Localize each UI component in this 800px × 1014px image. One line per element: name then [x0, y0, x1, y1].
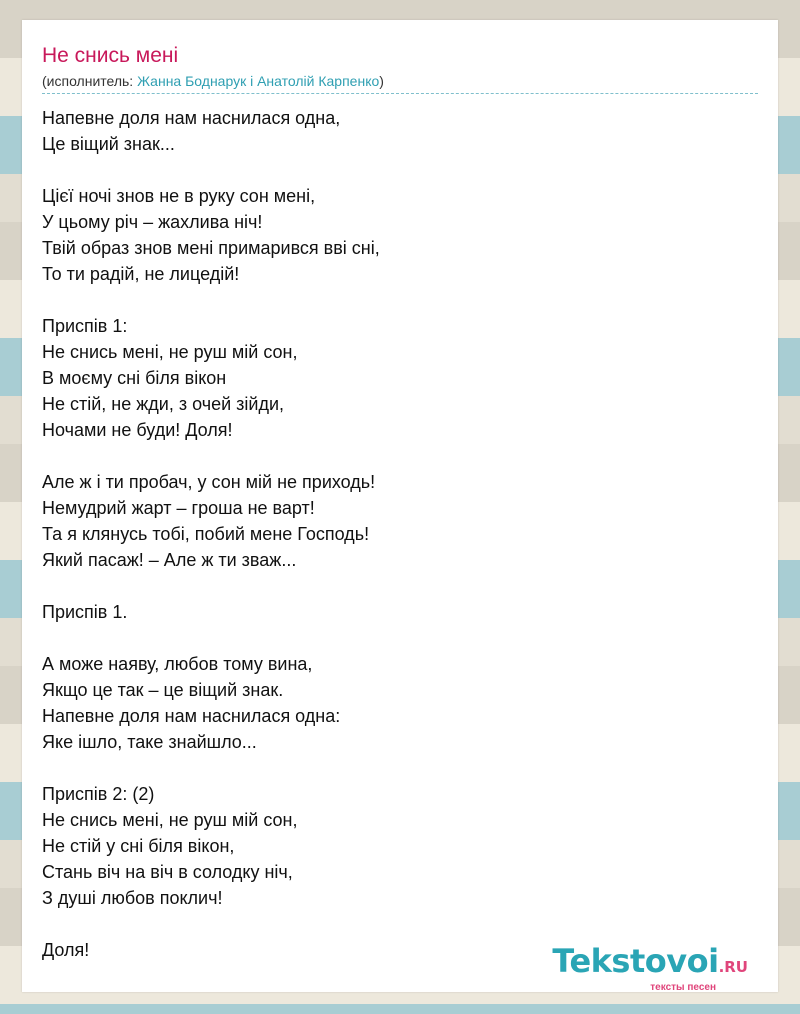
- lyrics-stanza: [42, 781, 758, 911]
- lyrics-line: Напевне доля нам наснилася одна,: [42, 108, 341, 128]
- lyrics-line: Яке ішло, таке знайшло...: [42, 732, 257, 752]
- performer-suffix: ): [379, 73, 384, 89]
- lyrics-stanza: [42, 313, 758, 443]
- lyrics-line: У цьому річ – жахлива ніч!: [42, 212, 263, 232]
- title-divider: [42, 93, 758, 94]
- lyrics-line: Але ж і ти пробач, у сон мій не приходь!: [42, 472, 376, 492]
- lyrics-stanza: [42, 183, 758, 287]
- lyrics-stanza: [42, 599, 758, 625]
- logo-tld: .RU: [718, 958, 748, 976]
- song-title: Не снись мені: [42, 44, 179, 67]
- logo-wordmark: [552, 944, 748, 984]
- lyrics-line: Стань віч на віч в солодку ніч,: [42, 862, 293, 882]
- lyrics-line: Твій образ знов мені примарився вві сні,: [42, 238, 380, 258]
- performer-byline: [42, 73, 384, 89]
- lyrics-line: Приспів 2: (2): [42, 784, 155, 804]
- lyrics-stanza: [42, 105, 758, 157]
- logo-name: Tekstovoi: [552, 942, 719, 980]
- lyrics-line: Ночами не буди! Доля!: [42, 420, 233, 440]
- performer-link[interactable]: Жанна Боднарук і Анатолій Карпенко: [137, 73, 380, 89]
- lyrics-stanza: [42, 651, 758, 755]
- lyrics-line: Який пасаж! – Але ж ти зваж...: [42, 550, 297, 570]
- lyrics-line: Напевне доля нам наснилася одна:: [42, 706, 341, 726]
- lyrics-line: Не снись мені, не руш мій сон,: [42, 810, 298, 830]
- lyrics-stanza: [42, 469, 758, 573]
- lyrics-line: Приспів 1.: [42, 602, 128, 622]
- lyrics-line: З душі любов поклич!: [42, 888, 223, 908]
- logo-tagline: тексты песен: [650, 982, 716, 993]
- lyrics-line: А може наяву, любов тому вина,: [42, 654, 313, 674]
- lyrics-line: То ти радій, не лицедій!: [42, 264, 240, 284]
- lyrics-line: Якщо це так – це віщий знак.: [42, 680, 284, 700]
- lyrics-line: Цієї ночі знов не в руку сон мені,: [42, 186, 316, 206]
- lyrics-line: Та я клянусь тобі, побий мене Господь!: [42, 524, 370, 544]
- lyrics-line: В моєму сні біля вікон: [42, 368, 227, 388]
- site-logo[interactable]: [552, 944, 748, 993]
- lyrics-line: Не стій у сні біля вікон,: [42, 836, 235, 856]
- lyrics-line: Це віщий знак...: [42, 134, 175, 154]
- lyrics-line: Немудрий жарт – гроша не варт!: [42, 498, 315, 518]
- lyrics-line: Не стій, не жди, з очей зійди,: [42, 394, 285, 414]
- lyrics-card: [22, 20, 778, 992]
- lyrics-text: [42, 105, 758, 989]
- performer-prefix: (исполнитель:: [42, 73, 138, 89]
- lyrics-line: Приспів 1:: [42, 316, 128, 336]
- lyrics-line: Доля!: [42, 940, 90, 960]
- lyrics-line: Не снись мені, не руш мій сон,: [42, 342, 298, 362]
